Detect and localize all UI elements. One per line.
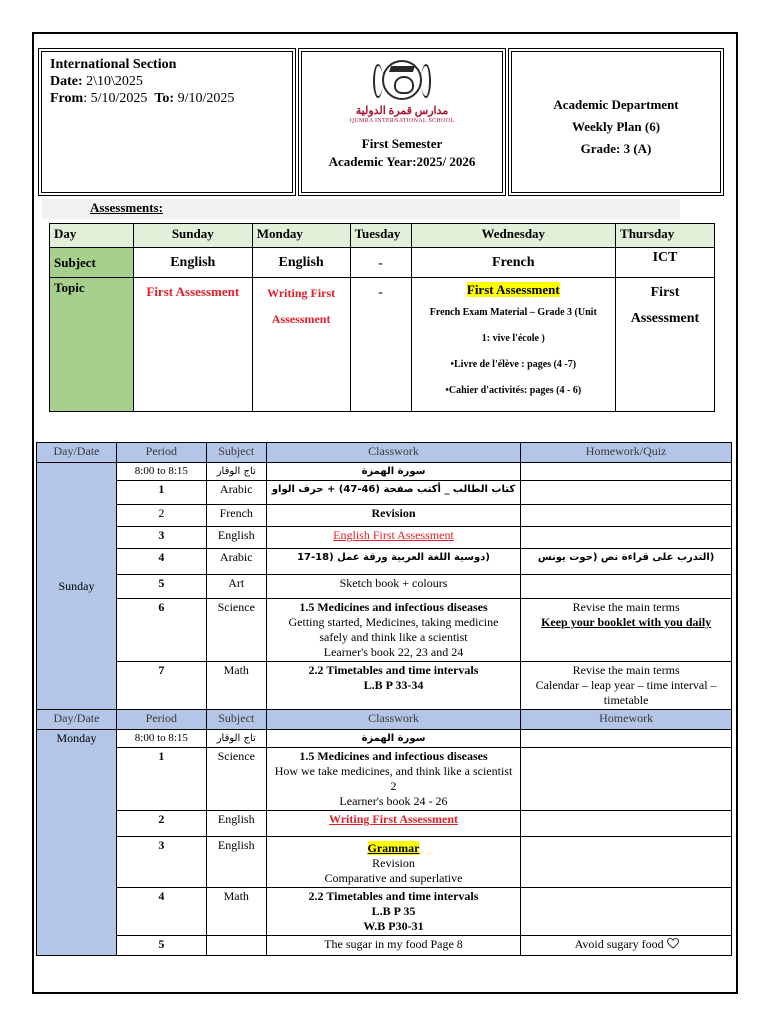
table-row: 1 Science 1.5 Medicines and infectious diseases How we take medicines, and think like a scientist 2 Learner's book 24 - 26 bbox=[37, 748, 732, 811]
assessments-topic-row: Topic First Assessment Writing First Assessment - First Assessment French Exam Material – Grade 3 (Unit 1: vive l'école ) •Livre de l'élève : pages (4 -7) •Cahier d'activités: pages (4 - 6) First Assessment bbox=[50, 278, 715, 412]
table-row: 5 Art Sketch book + colours bbox=[37, 575, 732, 599]
date-value: 2\10\2025 bbox=[86, 74, 143, 89]
from-value: : 5/10/2025 bbox=[83, 91, 148, 106]
header-logo-box bbox=[298, 48, 506, 196]
table-row: 7 Math 2.2 Timetables and time intervals L.B P 33-34 Revise the main terms Calendar – leap year – time interval – timetable bbox=[37, 662, 732, 710]
table-row: 1 Arabic كتاب الطالب _ أكتب صفحة (46-47) + حرف الواو bbox=[37, 481, 732, 505]
day-monday: Monday bbox=[37, 730, 117, 956]
table-row: 5 The sugar in my food Page 8 Avoid sugary food bbox=[37, 936, 732, 956]
heart-icon bbox=[667, 938, 678, 948]
grammar-highlight: Grammar bbox=[367, 841, 420, 855]
table-row: 3 English Grammar Revision Comparative and superlative bbox=[37, 837, 732, 888]
grade: Grade: 3 (A) bbox=[580, 141, 652, 156]
date-line: Date: 2\10\2025 bbox=[50, 74, 143, 89]
range-line: From: 5/10/2025 To: 9/10/2025 bbox=[50, 91, 235, 106]
table-row: Sunday 8:00 to 8:15 تاج الوقار سورة الهمزة bbox=[37, 463, 732, 481]
graduation-cap-icon bbox=[382, 60, 422, 100]
academic-year: Academic Year:2025/ 2026 bbox=[328, 154, 476, 169]
assessments-table bbox=[49, 223, 715, 412]
table-row: 4 Arabic (دوسية اللغة العربية ورقة عمل (18-17 (التدرب على قراءة نص (حوت يونس bbox=[37, 549, 732, 575]
assessments-subject-row: Subject English English - French ICT bbox=[50, 248, 715, 278]
weekly-schedule-table bbox=[36, 442, 732, 956]
table-row: Monday 8:00 to 8:15 تاج الوقار سورة الهمزة bbox=[37, 730, 732, 748]
table-row: 2 English Writing First Assessment bbox=[37, 811, 732, 837]
department: Academic Department bbox=[553, 97, 679, 112]
schedule-header-row: Day/Date Period Subject Classwork Homework/Quiz bbox=[37, 443, 732, 463]
logo-english-text: QUMRA INTERNATIONAL SCHOOL bbox=[349, 118, 455, 124]
table-row: 4 Math 2.2 Timetables and time intervals L.B P 35 W.B P30-31 bbox=[37, 888, 732, 936]
school-logo bbox=[337, 60, 467, 132]
table-row: 3 English English First Assessment bbox=[37, 527, 732, 549]
assessments-header-row: Day Sunday Monday Tuesday Wednesday Thursday bbox=[50, 224, 715, 248]
to-value: 9/10/2025 bbox=[177, 91, 235, 106]
schedule-header-row-2: Day/Date Period Subject Classwork Homework bbox=[37, 710, 732, 730]
header-department-box bbox=[508, 48, 724, 196]
semester: First Semester bbox=[361, 136, 443, 151]
assessments-title: Assessments: bbox=[90, 200, 163, 215]
weekly-plan: Weekly Plan (6) bbox=[571, 119, 661, 134]
table-row: 2 French Revision bbox=[37, 505, 732, 527]
header-info-box bbox=[38, 48, 296, 196]
wednesday-first-assessment: First Assessment bbox=[466, 282, 560, 297]
day-sunday: Sunday bbox=[37, 463, 117, 710]
logo-arabic-text: مدارس قمرة الدولية bbox=[355, 105, 449, 117]
section-title: International Section bbox=[50, 57, 177, 72]
table-row: 6 Science 1.5 Medicines and infectious diseases Getting started, Medicines, taking medicine safely and think like a scientist Learner's book 22, 23 and 24 Revise the main terms Keep your booklet with you daily bbox=[37, 599, 732, 662]
